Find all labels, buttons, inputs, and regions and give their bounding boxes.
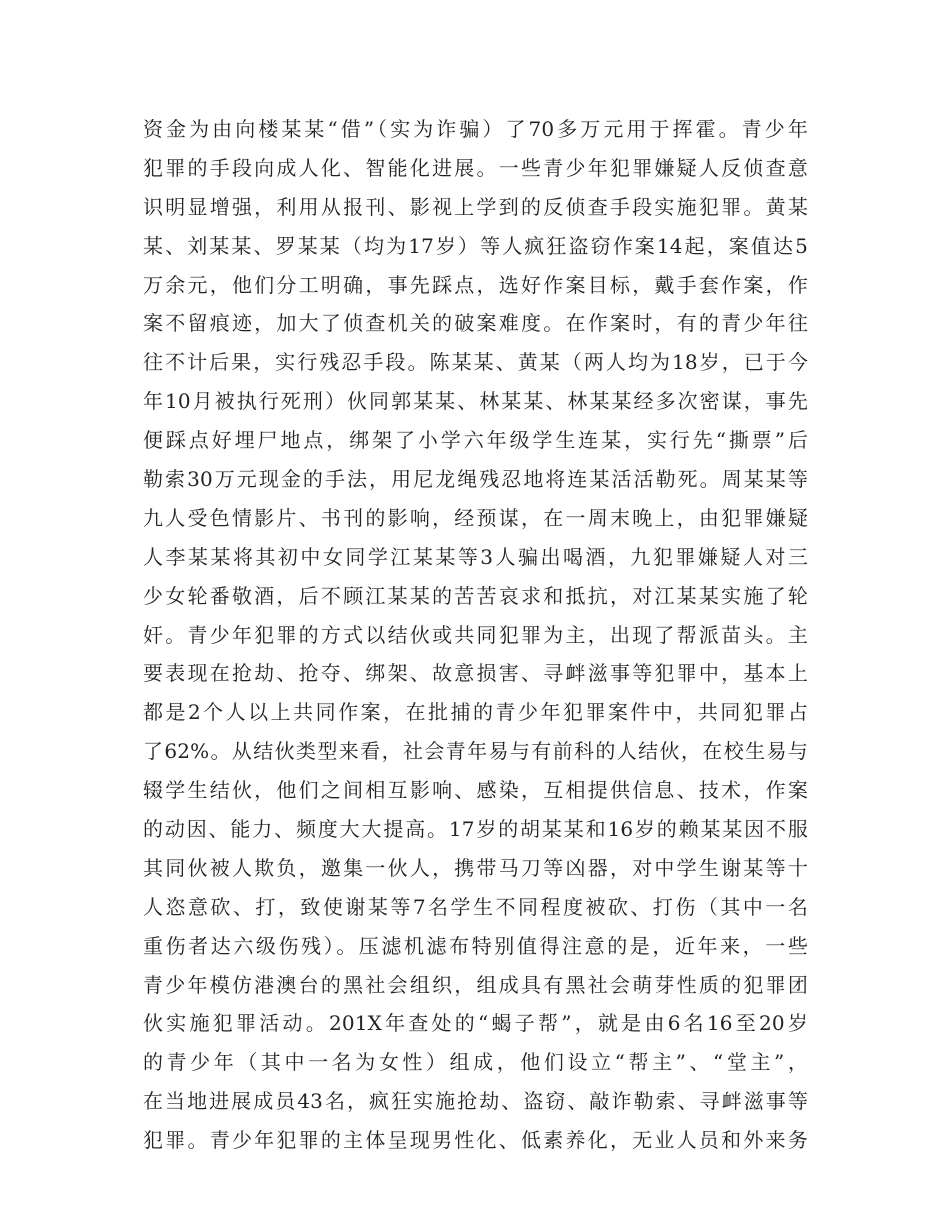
body-text (143, 110, 808, 1160)
text-line-10: 勒索30万元现金的手法，用尼龙绳残忍地将连某活活勒死。周某某等 (143, 467, 808, 492)
text-line-6: 案不留痕迹，加大了侦查机关的破案难度。在作案时，有的青少年往 (143, 311, 808, 336)
text-line-5: 万余元，他们分工明确，事先踩点，选好作案目标，戴手套作案，作 (143, 272, 808, 297)
text-line-4: 某、刘某某、罗某某（均为17岁）等人疯狂盗窃作案14起，案值达5 (143, 233, 808, 258)
text-line-13: 少女轮番敬酒，后不顾江某某的苦苦哀求和抵抗，对江某某实施了轮 (143, 583, 808, 608)
text-line-9: 便踩点好埋尸地点，绑架了小学六年级学生连某，实行先“撕票”后 (143, 428, 808, 453)
text-line-19: 的动因、能力、频度大大提高。17岁的胡某某和16岁的赖某某因不服 (143, 817, 808, 842)
text-line-27: 犯罪。青少年犯罪的主体呈现男性化、低素养化，无业人员和外来务 (143, 1128, 808, 1153)
text-line-3: 识明显增强，利用从报刊、影视上学到的反侦查手段实施犯罪。黄某 (143, 194, 808, 219)
text-line-12: 人李某某将其初中女同学江某某等3人骗出喝酒，九犯罪嫌疑人对三 (143, 544, 808, 569)
text-line-16: 都是2个人以上共同作案，在批捕的青少年犯罪案件中，共同犯罪占 (143, 700, 808, 725)
text-line-15: 要表现在抢劫、抢夺、绑架、故意损害、寻衅滋事等犯罪中，基本上 (143, 661, 808, 686)
text-line-24: 伙实施犯罪活动。201X年查处的“蝎子帮”，就是由6名16至20岁 (143, 1011, 808, 1036)
text-line-25: 的青少年（其中一名为女性）组成，他们设立“帮主”、“堂主”， (143, 1050, 808, 1075)
text-line-26: 在当地进展成员43名，疯狂实施抢劫、盗窃、敲诈勒索、寻衅滋事等 (143, 1089, 808, 1114)
text-line-18: 辍学生结伙，他们之间相互影响、感染，互相提供信息、技术，作案 (143, 778, 808, 803)
text-line-8: 年10月被执行死刑）伙同郭某某、林某某、林某某经多次密谋，事先 (143, 389, 808, 414)
text-line-11: 九人受色情影片、书刊的影响，经预谋，在一周末晚上，由犯罪嫌疑 (143, 505, 808, 530)
text-line-1: 资金为由向楼某某“借”（实为诈骗）了70多万元用于挥霍。青少年 (143, 117, 808, 141)
text-line-17: 了62%。从结伙类型来看，社会青年易与有前科的人结伙，在校生易与 (143, 739, 808, 764)
text-line-22: 重伤者达六级伤残）。压滤机滤布特别值得注意的是，近年来，一些 (143, 933, 808, 958)
text-line-14: 奸。青少年犯罪的方式以结伙或共同犯罪为主，出现了帮派苗头。主 (143, 622, 808, 647)
text-line-23: 青少年模仿港澳台的黑社会组织，组成具有黑社会萌芽性质的犯罪团 (143, 972, 808, 997)
text-line-2: 犯罪的手段向成人化、智能化进展。一些青少年犯罪嫌疑人反侦查意 (143, 155, 808, 180)
text-line-21: 人恣意砍、打，致使谢某等7名学生不同程度被砍、打伤（其中一名 (143, 894, 808, 919)
text-line-20: 其同伙被人欺负，邀集一伙人，携带马刀等凶器，对中学生谢某等十 (143, 855, 808, 880)
text-line-7: 往不计后果，实行残忍手段。陈某某、黄某（两人均为18岁，已于今 (143, 350, 808, 375)
